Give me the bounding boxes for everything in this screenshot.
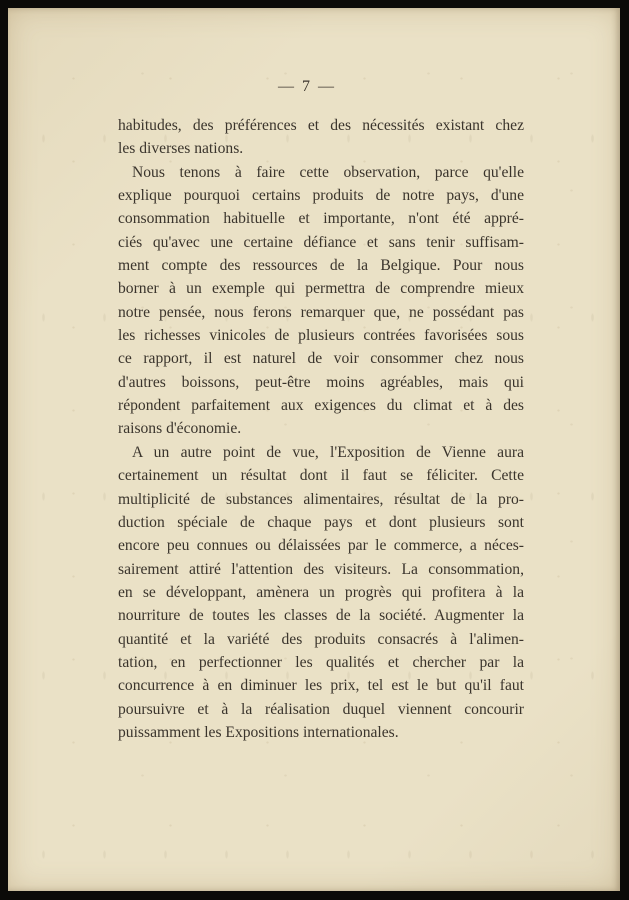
text-line: quantité et la variété des produits consacrés à l'alimen- xyxy=(118,630,524,648)
text-line: explique pourquoi certains produits de notre pays, d'une xyxy=(118,187,524,205)
page-number: — 7 — xyxy=(278,78,336,95)
text-line: encore peu connues ou délaissées par le commerce, a néces- xyxy=(118,537,524,555)
text-line: notre pensée, nous ferons remarquer que, ne possédant pas xyxy=(118,303,524,321)
text-line: borner à un exemple qui permettra de comprendre mieux xyxy=(118,280,524,298)
text-line: puissamment les Expositions internationales. xyxy=(118,723,399,741)
paragraph xyxy=(118,161,524,441)
text-line: poursuivre et à la réalisation duquel viennent concourir xyxy=(118,700,524,718)
text-line: répondent parfaitement aux exigences du climat et à des xyxy=(118,397,524,415)
text-line: consommation habituelle et importante, n'ont été appré- xyxy=(118,210,524,228)
text-line: nourriture de toutes les classes de la société. Augmenter la xyxy=(118,607,524,625)
paragraph xyxy=(118,441,524,744)
text-line: concurrence à en diminuer les prix, tel est le but qu'il faut xyxy=(118,677,524,695)
book-page xyxy=(8,8,620,891)
text-line: certainement un résultat dont il faut se féliciter. Cette xyxy=(118,467,524,485)
text-line: les richesses vinicoles de plusieurs contrées favorisées sous xyxy=(118,327,524,345)
text-line: tation, en perfectionner les qualités et chercher par la xyxy=(118,653,524,671)
text-line: raisons d'économie. xyxy=(118,420,242,438)
text-line: ment compte des ressources de la Belgique. Pour nous xyxy=(118,257,524,275)
text-line: habitudes, des préférences et des nécessités existant chez xyxy=(118,117,524,134)
text-line: multiplicité de substances alimentaires, résultat de la pro- xyxy=(118,490,524,508)
text-line: ciés qu'avec une certaine défiance et sans tenir suffisam- xyxy=(118,233,524,251)
body-text xyxy=(118,114,524,744)
text-line: A un autre point de vue, l'Exposition de Vienne aura xyxy=(132,443,524,461)
text-line: Nous tenons à faire cette observation, parce qu'elle xyxy=(132,163,524,181)
text-line: les diverses nations. xyxy=(118,140,244,158)
text-line: ce rapport, il est naturel de voir consommer chez nous xyxy=(118,350,524,368)
text-line: duction spéciale de chaque pays et dont plusieurs sont xyxy=(118,513,524,531)
paragraph xyxy=(118,114,524,161)
text-line: d'autres boissons, peut-être moins agréables, mais qui xyxy=(118,373,524,391)
text-line: en se développant, amènera un progrès qui profitera à la xyxy=(118,583,524,601)
text-line: sairement attiré l'attention des visiteurs. La consommation, xyxy=(118,560,524,578)
